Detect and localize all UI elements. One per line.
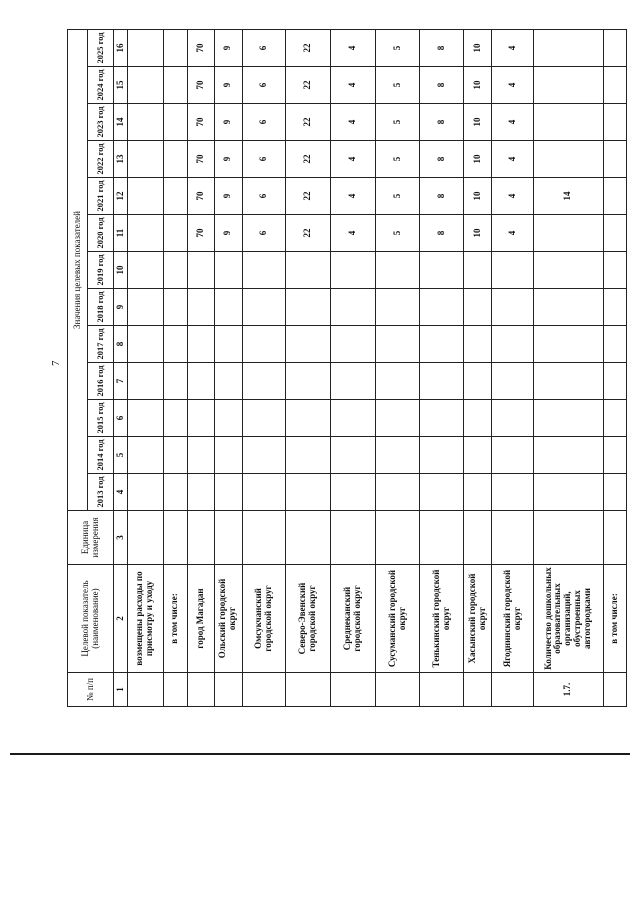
value-cell: 70 — [187, 29, 214, 66]
column-number-cell: 12 — [114, 178, 128, 215]
value-cell: 8 — [420, 215, 464, 252]
unit-cell — [128, 511, 164, 565]
value-cell: 70 — [187, 178, 214, 215]
value-cell — [163, 215, 187, 252]
value-cell: 4 — [330, 215, 375, 252]
column-number-cell: 4 — [114, 474, 128, 511]
column-number-cell: 11 — [114, 215, 128, 252]
indicator-name-cell: в том числе: — [603, 565, 626, 673]
horizontal-rule — [10, 753, 630, 755]
year-header: 2025 год — [88, 29, 114, 66]
value-cell — [187, 289, 214, 326]
indicator-name-cell: город Магадан — [187, 565, 214, 673]
value-cell: 4 — [330, 141, 375, 178]
value-cell — [285, 289, 330, 326]
value-cell: 9 — [214, 141, 242, 178]
value-cell — [163, 400, 187, 437]
value-cell — [603, 104, 626, 141]
value-cell — [214, 289, 242, 326]
value-cell — [603, 178, 626, 215]
value-cell: 4 — [330, 104, 375, 141]
value-cell — [128, 104, 164, 141]
value-cell — [163, 141, 187, 178]
value-cell — [464, 289, 492, 326]
table-row — [214, 29, 242, 706]
page-number: 7 — [50, 360, 62, 366]
value-cell: 4 — [330, 67, 375, 104]
column-number-cell: 2 — [114, 565, 128, 673]
value-cell — [285, 326, 330, 363]
value-cell: 8 — [420, 141, 464, 178]
row-number-cell — [285, 673, 330, 707]
value-cell — [603, 29, 626, 66]
value-cell — [242, 363, 285, 400]
value-cell — [128, 29, 164, 66]
unit-cell — [330, 511, 375, 565]
indicator-name-cell: возмещены расходы по присмотру и уходу — [128, 565, 164, 673]
row-number-cell — [214, 673, 242, 707]
value-cell — [285, 252, 330, 289]
indicator-name-cell: Среднеканский городской округ — [330, 565, 375, 673]
year-header: 2024 год — [88, 67, 114, 104]
value-cell: 6 — [242, 104, 285, 141]
value-cell — [128, 141, 164, 178]
unit-cell — [533, 511, 603, 565]
value-cell — [128, 178, 164, 215]
column-number-cell: 6 — [114, 400, 128, 437]
value-cell — [128, 67, 164, 104]
column-number-cell: 16 — [114, 29, 128, 66]
year-header: 2023 год — [88, 104, 114, 141]
indicator-name-cell: Ольский городской округ — [214, 565, 242, 673]
value-cell — [420, 289, 464, 326]
value-cell — [163, 178, 187, 215]
value-cell — [214, 400, 242, 437]
value-cell — [420, 474, 464, 511]
value-cell: 6 — [242, 141, 285, 178]
col-header-unit: Единица измерения — [68, 511, 114, 565]
value-cell — [187, 326, 214, 363]
value-cell: 5 — [376, 29, 420, 66]
value-cell — [533, 474, 603, 511]
value-cell: 4 — [492, 104, 534, 141]
table-row — [187, 29, 214, 706]
table-row — [492, 29, 534, 706]
value-cell: 6 — [242, 29, 285, 66]
row-number-cell — [330, 673, 375, 707]
value-cell — [420, 326, 464, 363]
value-cell — [330, 363, 375, 400]
value-cell — [376, 252, 420, 289]
column-number-cell: 10 — [114, 252, 128, 289]
value-cell: 22 — [285, 141, 330, 178]
indicator-name-cell: Количество дошкольных образовательных организаций, обустроенных автогородками — [533, 565, 603, 673]
value-cell — [533, 363, 603, 400]
value-cell: 22 — [285, 215, 330, 252]
value-cell — [214, 252, 242, 289]
value-cell — [330, 400, 375, 437]
value-cell — [464, 474, 492, 511]
year-header: 2017 год — [88, 326, 114, 363]
value-cell — [603, 252, 626, 289]
unit-cell — [163, 511, 187, 565]
value-cell — [187, 437, 214, 474]
value-cell — [376, 474, 420, 511]
row-number-cell — [464, 673, 492, 707]
value-cell — [533, 252, 603, 289]
target-indicators-table — [67, 29, 627, 707]
indicator-name-cell: Северо-Эвенский городской округ — [285, 565, 330, 673]
value-cell: 22 — [285, 104, 330, 141]
value-cell: 22 — [285, 67, 330, 104]
value-cell — [163, 289, 187, 326]
value-cell — [187, 252, 214, 289]
value-cell — [242, 437, 285, 474]
unit-cell — [214, 511, 242, 565]
col-header-indicator: Целевой показатель (наименование) — [68, 565, 114, 673]
column-number-cell: 1 — [114, 673, 128, 707]
value-cell — [603, 141, 626, 178]
year-header: 2013 год — [88, 474, 114, 511]
year-header: 2016 год — [88, 363, 114, 400]
value-cell — [492, 252, 534, 289]
value-cell — [376, 289, 420, 326]
value-cell — [533, 215, 603, 252]
value-cell — [242, 400, 285, 437]
indicator-name-cell: Омсукчанский городской округ — [242, 565, 285, 673]
indicator-name-cell: Хасынский городской округ — [464, 565, 492, 673]
value-cell: 6 — [242, 178, 285, 215]
value-cell — [603, 289, 626, 326]
row-number-cell — [187, 673, 214, 707]
value-cell — [163, 67, 187, 104]
row-number-cell — [492, 673, 534, 707]
column-number-cell: 13 — [114, 141, 128, 178]
value-cell — [285, 363, 330, 400]
table-row — [285, 29, 330, 706]
value-cell — [492, 326, 534, 363]
row-number-cell — [128, 673, 164, 707]
value-cell — [533, 289, 603, 326]
row-number-cell — [420, 673, 464, 707]
value-cell — [214, 326, 242, 363]
value-cell: 8 — [420, 67, 464, 104]
value-cell — [492, 363, 534, 400]
value-cell — [603, 326, 626, 363]
value-cell — [603, 67, 626, 104]
table-body — [128, 29, 627, 706]
row-number-cell: 1.7. — [533, 673, 603, 707]
row-number-cell — [242, 673, 285, 707]
value-cell — [492, 400, 534, 437]
value-cell — [285, 437, 330, 474]
column-number-cell: 9 — [114, 289, 128, 326]
unit-cell — [603, 511, 626, 565]
value-cell — [492, 289, 534, 326]
value-cell — [603, 474, 626, 511]
unit-cell — [492, 511, 534, 565]
col-header-num: № п/п — [68, 673, 114, 707]
value-cell — [128, 437, 164, 474]
unit-cell — [187, 511, 214, 565]
value-cell: 14 — [533, 178, 603, 215]
year-header: 2014 год — [88, 437, 114, 474]
row-number-cell — [376, 673, 420, 707]
value-cell — [533, 29, 603, 66]
value-cell — [420, 437, 464, 474]
value-cell: 5 — [376, 141, 420, 178]
value-cell — [464, 363, 492, 400]
column-number-cell: 7 — [114, 363, 128, 400]
column-number-cell: 3 — [114, 511, 128, 565]
value-cell — [242, 252, 285, 289]
year-header: 2018 год — [88, 289, 114, 326]
value-cell: 6 — [242, 215, 285, 252]
value-cell — [214, 363, 242, 400]
year-header: 2015 год — [88, 400, 114, 437]
table-row — [533, 29, 603, 706]
value-cell: 22 — [285, 178, 330, 215]
value-cell: 70 — [187, 215, 214, 252]
value-cell: 4 — [492, 67, 534, 104]
value-cell — [163, 29, 187, 66]
value-cell — [128, 363, 164, 400]
unit-cell — [420, 511, 464, 565]
value-cell: 9 — [214, 29, 242, 66]
value-cell: 5 — [376, 67, 420, 104]
value-cell — [242, 474, 285, 511]
value-cell: 9 — [214, 67, 242, 104]
col-header-values: Значения целевых показателей — [68, 29, 88, 510]
value-cell: 70 — [187, 104, 214, 141]
value-cell — [533, 141, 603, 178]
value-cell — [420, 252, 464, 289]
value-cell — [533, 437, 603, 474]
value-cell — [330, 437, 375, 474]
value-cell: 10 — [464, 178, 492, 215]
value-cell — [242, 326, 285, 363]
value-cell — [187, 400, 214, 437]
value-cell — [603, 400, 626, 437]
value-cell: 70 — [187, 67, 214, 104]
value-cell: 9 — [214, 104, 242, 141]
table-row — [330, 29, 375, 706]
year-header: 2019 год — [88, 252, 114, 289]
unit-cell — [376, 511, 420, 565]
value-cell — [163, 104, 187, 141]
value-cell: 4 — [330, 178, 375, 215]
value-cell — [128, 326, 164, 363]
indicator-name-cell: Ягоднинский городской округ — [492, 565, 534, 673]
value-cell: 5 — [376, 215, 420, 252]
value-cell — [376, 437, 420, 474]
year-header: 2021 год — [88, 178, 114, 215]
column-number-cell: 8 — [114, 326, 128, 363]
unit-cell — [464, 511, 492, 565]
table-row — [163, 29, 187, 706]
value-cell: 4 — [492, 29, 534, 66]
value-cell — [242, 289, 285, 326]
value-cell: 8 — [420, 104, 464, 141]
value-cell — [533, 104, 603, 141]
value-cell — [128, 252, 164, 289]
value-cell — [420, 363, 464, 400]
table-row — [464, 29, 492, 706]
value-cell — [464, 252, 492, 289]
value-cell — [187, 474, 214, 511]
value-cell — [376, 400, 420, 437]
value-cell — [420, 400, 464, 437]
value-cell — [464, 326, 492, 363]
value-cell — [128, 215, 164, 252]
value-cell: 10 — [464, 29, 492, 66]
value-cell — [603, 215, 626, 252]
value-cell — [330, 474, 375, 511]
value-cell: 10 — [464, 67, 492, 104]
value-cell: 10 — [464, 141, 492, 178]
value-cell — [464, 437, 492, 474]
value-cell — [163, 326, 187, 363]
value-cell — [330, 289, 375, 326]
value-cell: 9 — [214, 178, 242, 215]
header-row-1 — [68, 29, 88, 706]
year-header: 2020 год — [88, 215, 114, 252]
value-cell: 4 — [330, 29, 375, 66]
value-cell — [603, 437, 626, 474]
unit-cell — [242, 511, 285, 565]
value-cell — [492, 437, 534, 474]
indicator-name-cell: Тенькинский городской округ — [420, 565, 464, 673]
value-cell — [533, 67, 603, 104]
value-cell: 8 — [420, 178, 464, 215]
value-cell: 9 — [214, 215, 242, 252]
value-cell: 10 — [464, 104, 492, 141]
row-number-cell — [163, 673, 187, 707]
column-number-cell: 5 — [114, 437, 128, 474]
value-cell — [533, 400, 603, 437]
value-cell — [214, 474, 242, 511]
value-cell — [330, 252, 375, 289]
value-cell — [376, 363, 420, 400]
value-cell — [163, 474, 187, 511]
value-cell — [128, 289, 164, 326]
value-cell — [330, 326, 375, 363]
value-cell: 5 — [376, 178, 420, 215]
table-row — [376, 29, 420, 706]
value-cell — [376, 326, 420, 363]
value-cell — [492, 474, 534, 511]
value-cell: 4 — [492, 141, 534, 178]
row-number-cell — [603, 673, 626, 707]
value-cell: 4 — [492, 178, 534, 215]
unit-cell — [285, 511, 330, 565]
year-header: 2022 год — [88, 141, 114, 178]
value-cell — [464, 400, 492, 437]
column-number-cell: 15 — [114, 67, 128, 104]
value-cell: 5 — [376, 104, 420, 141]
indicator-name-cell: в том числе: — [163, 565, 187, 673]
value-cell — [533, 326, 603, 363]
table-row — [603, 29, 626, 706]
table-row — [242, 29, 285, 706]
column-number-cell: 14 — [114, 104, 128, 141]
table-row — [420, 29, 464, 706]
value-cell — [214, 437, 242, 474]
value-cell — [163, 437, 187, 474]
header-row-column-numbers — [114, 29, 128, 706]
value-cell — [285, 474, 330, 511]
value-cell — [603, 363, 626, 400]
value-cell — [285, 400, 330, 437]
value-cell — [163, 363, 187, 400]
value-cell: 70 — [187, 141, 214, 178]
value-cell: 8 — [420, 29, 464, 66]
value-cell — [163, 252, 187, 289]
value-cell: 10 — [464, 215, 492, 252]
value-cell: 4 — [492, 215, 534, 252]
indicator-name-cell: Сусуманский городской округ — [376, 565, 420, 673]
value-cell — [128, 474, 164, 511]
value-cell: 6 — [242, 67, 285, 104]
value-cell: 22 — [285, 29, 330, 66]
value-cell — [187, 363, 214, 400]
table-row — [128, 29, 164, 706]
rotated-table-wrapper — [67, 29, 627, 707]
value-cell — [128, 400, 164, 437]
